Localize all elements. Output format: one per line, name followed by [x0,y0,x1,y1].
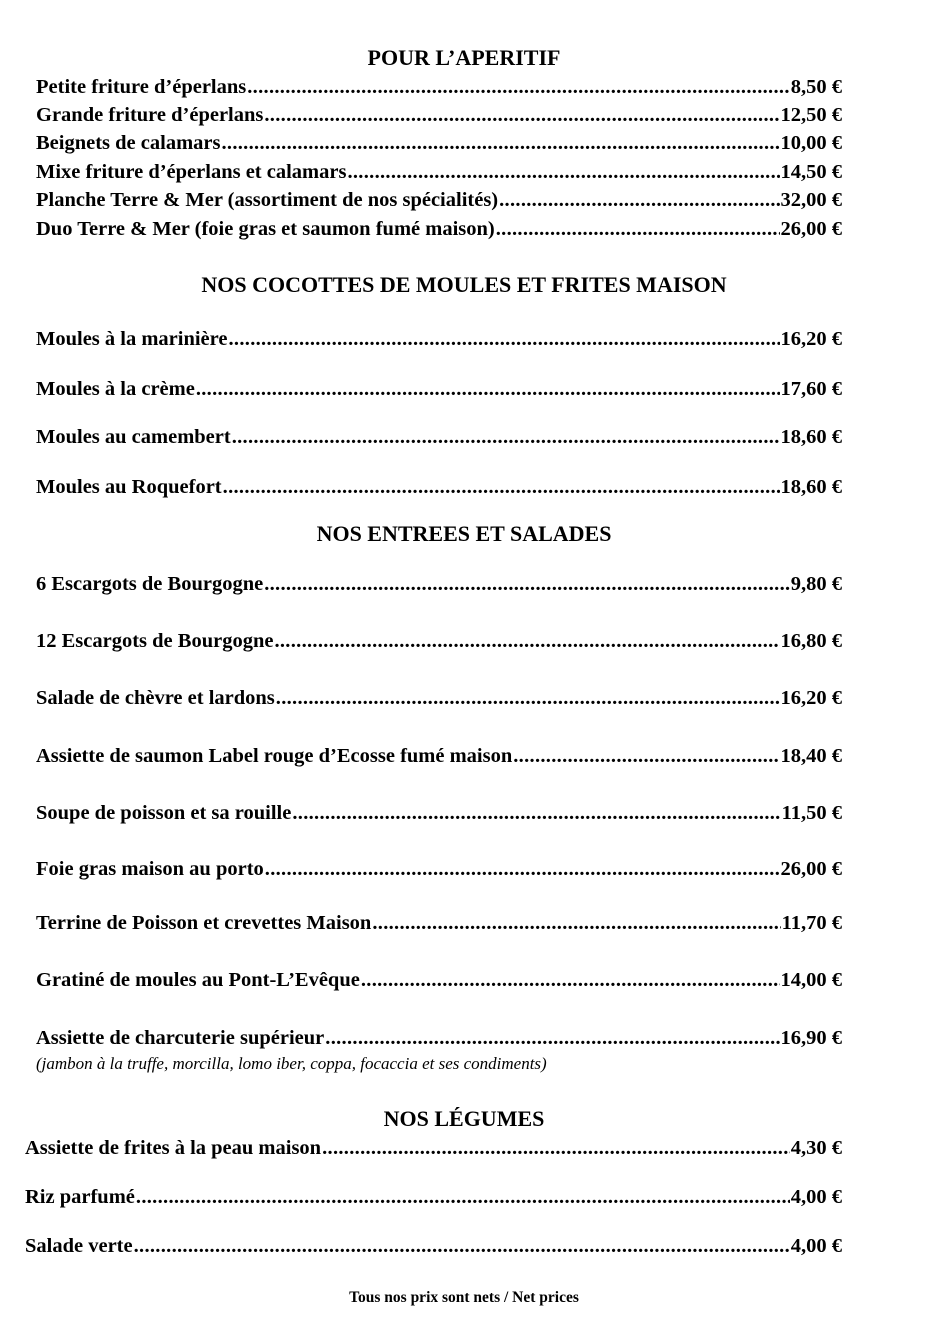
item-name: Salade de chèvre et lardons [36,687,275,709]
section-title-legumes: NOS LÉGUMES [383,1106,545,1131]
dot-leader [232,425,780,449]
item-name: Moules à la crème [36,378,195,400]
item-price: 26,00 € [780,218,842,240]
dot-leader [499,188,779,212]
item-name: Gratiné de moules au Pont-L’Evêque [36,969,360,991]
menu-item [36,75,842,99]
menu-item [36,968,842,992]
item-price: 26,00 € [780,858,842,880]
item-price: 10,00 € [780,132,842,154]
dot-leader [292,801,780,825]
dot-leader [325,1026,779,1050]
item-name: Foie gras maison au porto [36,858,264,880]
item-price: 11,50 € [781,802,842,824]
item-price: 18,60 € [780,426,842,448]
item-name: Assiette de charcuterie supérieur [36,1027,325,1049]
item-price: 14,50 € [780,161,842,183]
dot-leader [347,160,779,184]
item-name: Planche Terre & Mer (assortiment de nos spécialités) [36,189,499,211]
dot-leader [265,857,780,881]
dot-leader [513,744,779,768]
dot-leader [136,1185,790,1209]
menu-item [25,1136,842,1160]
dot-leader [229,327,780,351]
menu-item [36,744,842,768]
menu-item [25,1234,842,1258]
item-price: 16,20 € [780,687,842,709]
item-name: 6 Escargots de Bourgogne [36,573,264,595]
item-price: 4,00 € [790,1235,842,1257]
item-name: Assiette de frites à la peau maison [25,1137,322,1159]
item-price: 16,90 € [780,1027,842,1049]
item-name: Moules au Roquefort [36,476,222,498]
menu-item [36,160,842,184]
dot-leader [134,1234,790,1258]
item-name: Assiette de saumon Label rouge d’Ecosse fumé maison [36,745,513,767]
menu-item [25,1185,842,1209]
menu-item [36,377,842,401]
dot-leader [247,75,790,99]
dot-leader [274,629,779,653]
menu-item [36,188,842,212]
item-name: Soupe de poisson et sa rouille [36,802,292,824]
item-name: Mixe friture d’éperlans et calamars [36,161,347,183]
item-name: Terrine de Poisson et crevettes Maison [36,912,372,934]
section-title-moules: NOS COCOTTES DE MOULES ET FRITES MAISON [201,272,727,297]
menu-item [36,131,842,155]
dot-leader [221,131,779,155]
item-price: 4,00 € [790,1186,842,1208]
menu-item [36,801,842,825]
item-name: Riz parfumé [25,1186,135,1208]
footer-note: Tous nos prix sont nets / Net prices [349,1289,579,1306]
item-price: 18,40 € [780,745,842,767]
item-price: 14,00 € [780,969,842,991]
menu-item [36,327,842,351]
item-price: 17,60 € [780,378,842,400]
dot-leader [196,377,780,401]
dot-leader [264,103,779,127]
menu-item [36,217,842,241]
menu-item [36,629,842,653]
section-title-entrees: NOS ENTREES ET SALADES [316,521,612,546]
item-name: Moules au camembert [36,426,231,448]
menu-item [36,475,842,499]
item-price: 4,30 € [790,1137,842,1159]
item-name: Salade verte [25,1235,133,1257]
item-price: 18,60 € [780,476,842,498]
item-name: 12 Escargots de Bourgogne [36,630,274,652]
dot-leader [496,217,780,241]
item-price: 16,80 € [780,630,842,652]
item-price: 9,80 € [790,573,842,595]
menu-item [36,103,842,127]
menu-item [36,1026,842,1050]
menu-item [36,425,842,449]
dot-leader [361,968,780,992]
item-name: Grande friture d’éperlans [36,104,264,126]
item-note: (jambon à la truffe, morcilla, lomo iber, coppa, focaccia et ses condiments) [36,1054,547,1073]
item-price: 8,50 € [790,76,842,98]
dot-leader [276,686,780,710]
dot-leader [372,911,780,935]
item-name: Moules à la marinière [36,328,228,350]
menu-item [36,686,842,710]
dot-leader [264,572,790,596]
item-name: Beignets de calamars [36,132,221,154]
item-name: Duo Terre & Mer (foie gras et saumon fumé maison) [36,218,495,240]
dot-leader [322,1136,790,1160]
menu-item [36,911,842,935]
item-price: 32,00 € [780,189,842,211]
menu-item [36,572,842,596]
item-price: 12,50 € [780,104,842,126]
item-name: Petite friture d’éperlans [36,76,247,98]
menu-item [36,857,842,881]
section-title-aperitif: POUR L’APERITIF [367,45,561,70]
item-price: 16,20 € [780,328,842,350]
item-price: 11,70 € [781,912,842,934]
dot-leader [223,475,780,499]
